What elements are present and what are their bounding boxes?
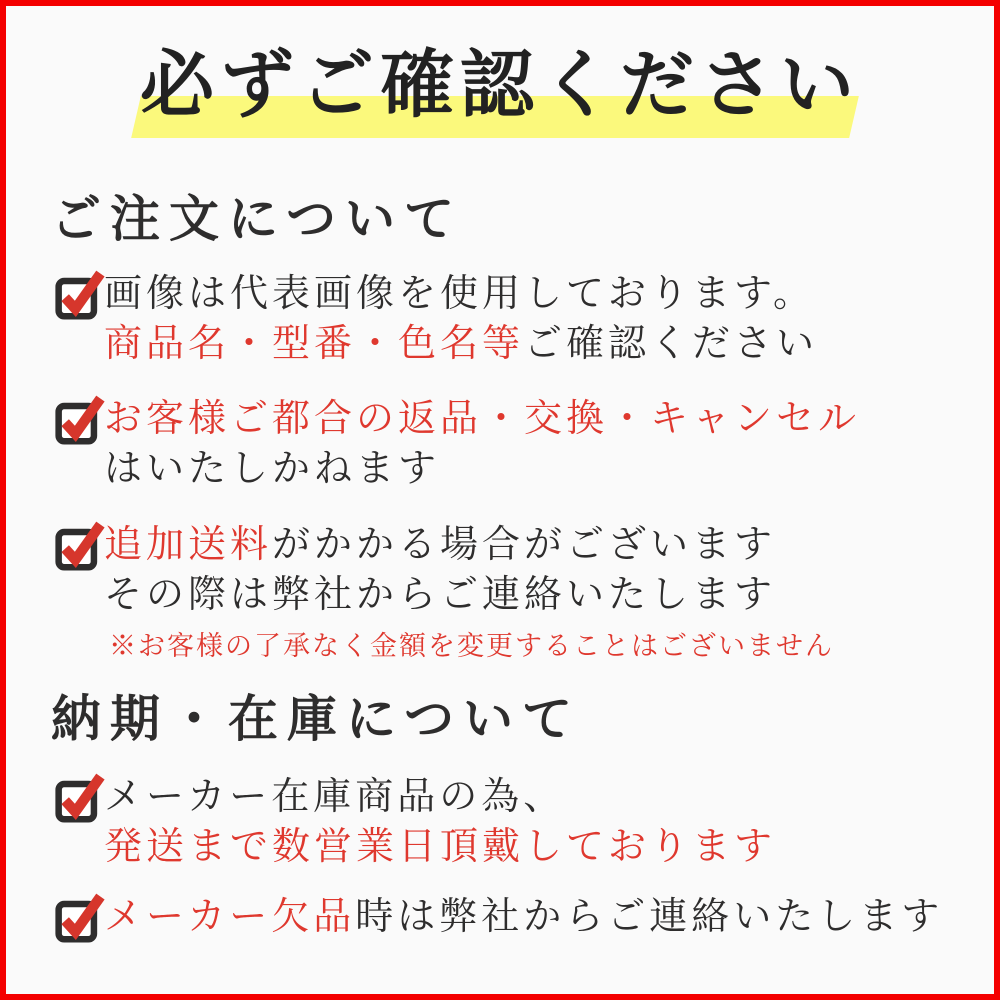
item-text-segment: ご確認ください xyxy=(524,323,819,365)
item-text xyxy=(104,520,974,664)
item-text-segment-emphasis: メーカー欠品 xyxy=(104,896,356,938)
item-text xyxy=(104,892,974,942)
item-line xyxy=(104,269,974,319)
item-line xyxy=(104,822,974,872)
item-text-segment: がかかる場合がございます xyxy=(272,524,777,566)
item-line xyxy=(104,444,974,494)
item-text-segment: メーカー在庫商品の為、 xyxy=(104,776,566,818)
item-line xyxy=(104,570,974,620)
item-text xyxy=(104,269,974,369)
item-note: ※お客様の了承なく金額を変更することはございません xyxy=(109,631,834,661)
checkbox-checked-icon xyxy=(54,888,106,946)
item-text-segment: 時は弊社からご連絡いたします xyxy=(355,896,944,938)
checkbox-checked-icon xyxy=(54,390,106,448)
item-line xyxy=(104,892,974,942)
item-text-segment-emphasis: 商品名・型番・色名等 xyxy=(104,323,525,365)
list-item xyxy=(54,772,974,872)
item-line xyxy=(104,520,974,570)
item-text xyxy=(104,772,974,872)
list-item xyxy=(54,520,974,664)
item-line xyxy=(104,319,974,369)
item-text-segment: はいたしかねます xyxy=(104,448,441,490)
item-text xyxy=(104,394,974,494)
list-item xyxy=(54,269,974,369)
item-text-segment-emphasis: お客様ご都合の返品・交換・キャンセル xyxy=(104,398,861,440)
section-heading-orders: ご注文について xyxy=(51,191,463,247)
checkbox-checked-icon xyxy=(54,516,106,574)
item-text-segment: 画像は代表画像を使用しております。 xyxy=(104,273,815,315)
item-line xyxy=(104,772,974,822)
list-item xyxy=(54,394,974,494)
checkbox-checked-icon xyxy=(54,768,106,826)
item-line xyxy=(104,394,974,444)
item-text-segment-emphasis: 追加送料 xyxy=(104,524,273,566)
list-item xyxy=(54,892,974,942)
item-text-segment-emphasis: 発送まで数営業日頂戴しております xyxy=(104,826,777,868)
checkbox-checked-icon xyxy=(54,265,106,323)
section-heading-stock: 納期・在庫について xyxy=(51,691,581,747)
item-text-segment: その際は弊社からご連絡いたします xyxy=(104,574,777,616)
page-title: 必ずご確認ください xyxy=(140,45,860,127)
